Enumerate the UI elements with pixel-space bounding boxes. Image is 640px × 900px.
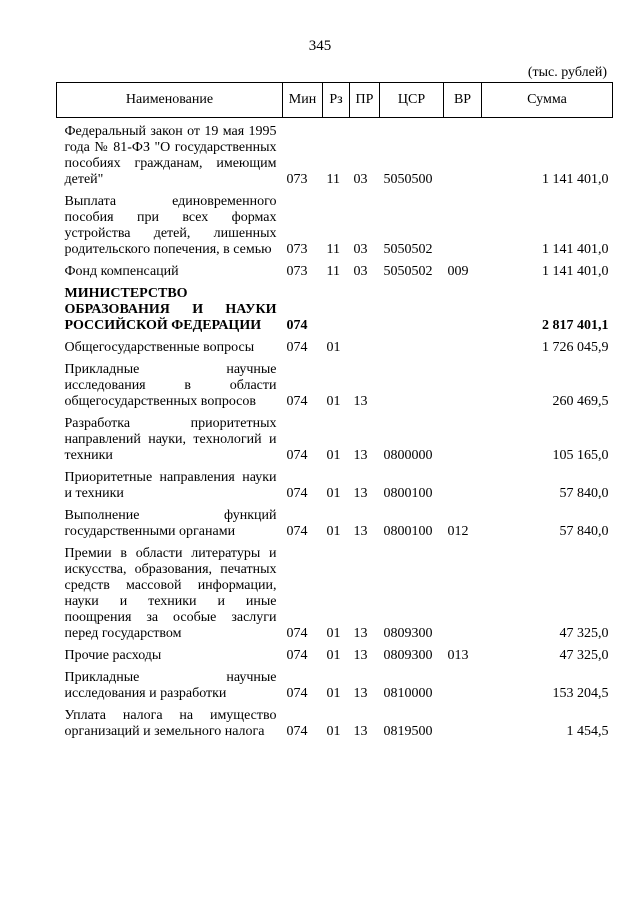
row-sum: 1 141 401,0 <box>542 264 609 279</box>
row-vr: 009 <box>447 264 469 279</box>
row-rz: 11 <box>326 264 340 279</box>
row-name: МИНИСТЕРСТВО ОБРАЗОВАНИЯ И НАУКИ РОССИЙСКОЙ ФЕДЕРАЦИИ <box>64 286 277 333</box>
row-vr <box>444 540 482 642</box>
row-vr <box>444 664 482 702</box>
row-rz: 01 <box>326 686 341 701</box>
row-csr: 0809300 <box>383 648 433 663</box>
table-row <box>57 464 613 502</box>
row-pr: 13 <box>353 648 368 663</box>
row-csr: 5050502 <box>383 264 433 279</box>
row-csr: 5050502 <box>383 242 433 257</box>
row-name: Федеральный закон от 19 мая 1995 года № 81-ФЗ "О государственных пособиях гражданам, имеющим детей" <box>64 124 277 187</box>
row-rz: 01 <box>326 648 341 663</box>
row-pr: 13 <box>353 394 368 409</box>
header-min: Мин <box>283 83 323 118</box>
row-pr <box>350 334 380 356</box>
header-vr: ВР <box>444 83 482 118</box>
row-sum: 1 141 401,0 <box>542 242 609 257</box>
row-name: Выплата единовременного пособия при всех формах устройства детей, лишенных родительского попечения, в семью <box>64 194 277 257</box>
row-sum: 57 840,0 <box>559 524 609 539</box>
row-rz: 01 <box>326 486 341 501</box>
table-row <box>57 702 613 740</box>
row-sum: 47 325,0 <box>559 626 609 641</box>
row-rz: 01 <box>326 448 341 463</box>
row-csr: 0800000 <box>383 448 433 463</box>
row-name: Приоритетные направления науки и техники <box>64 470 277 501</box>
row-name: Фонд компенсаций <box>64 264 179 279</box>
table-row <box>57 188 613 258</box>
row-min: 073 <box>286 264 308 279</box>
page-number: 345 <box>308 38 332 54</box>
row-rz: 01 <box>326 724 341 739</box>
row-sum: 105 165,0 <box>552 448 609 463</box>
header-row <box>57 83 613 118</box>
row-rz: 11 <box>326 242 340 257</box>
row-name: Разработка приоритетных направлений науки, технологий и техники <box>64 416 277 463</box>
row-rz: 01 <box>326 524 341 539</box>
row-rz: 01 <box>326 394 341 409</box>
row-min: 074 <box>286 686 308 701</box>
row-vr: 013 <box>447 648 469 663</box>
row-pr: 03 <box>353 172 368 187</box>
row-csr: 0819500 <box>383 724 433 739</box>
unit-note: (тыс. рублей) <box>527 65 607 80</box>
row-name: Уплата налога на имущество организаций и земельного налога <box>64 708 277 739</box>
row-pr: 13 <box>353 686 368 701</box>
table-row <box>57 502 613 540</box>
table-body <box>57 118 613 741</box>
row-vr <box>444 356 482 410</box>
row-csr <box>380 356 444 410</box>
row-pr: 13 <box>353 524 368 539</box>
row-sum: 260 469,5 <box>552 394 609 409</box>
row-rz: 11 <box>326 172 340 187</box>
row-min: 074 <box>286 340 308 355</box>
row-sum: 57 840,0 <box>559 486 609 501</box>
row-pr: 13 <box>353 486 368 501</box>
row-min: 074 <box>286 318 308 333</box>
row-vr <box>444 334 482 356</box>
row-name: Прикладные научные исследования и разработки <box>64 670 277 701</box>
row-name: Прочие расходы <box>64 648 162 663</box>
row-sum: 47 325,0 <box>559 648 609 663</box>
row-vr <box>444 118 482 189</box>
row-pr: 13 <box>353 448 368 463</box>
budget-table <box>56 82 613 740</box>
row-rz: 01 <box>326 626 341 641</box>
row-csr: 0810000 <box>383 686 433 701</box>
row-min: 074 <box>286 626 308 641</box>
table-row <box>57 540 613 642</box>
row-min: 073 <box>286 172 308 187</box>
row-vr <box>444 280 482 334</box>
row-vr: 012 <box>447 524 469 539</box>
table-row <box>57 410 613 464</box>
table-header <box>57 83 613 118</box>
table-row <box>57 642 613 664</box>
row-rz <box>323 280 350 334</box>
row-vr <box>444 702 482 740</box>
row-name: Премии в области литературы и искусства, образования, печатных средств массовой информации, науки и техники и иные поощрения за особые заслуги перед государством <box>64 546 277 641</box>
row-pr: 13 <box>353 626 368 641</box>
row-name: Выполнение функций государственными органами <box>64 508 277 539</box>
table-row <box>57 334 613 356</box>
row-sum: 153 204,5 <box>552 686 609 701</box>
row-min: 074 <box>286 724 308 739</box>
row-csr <box>380 334 444 356</box>
row-sum: 1 726 045,9 <box>542 340 609 355</box>
row-min: 074 <box>286 486 308 501</box>
header-name: Наименование <box>57 83 283 118</box>
row-min: 073 <box>286 242 308 257</box>
row-pr: 03 <box>353 242 368 257</box>
row-sum: 1 141 401,0 <box>542 172 609 187</box>
table-row <box>57 258 613 280</box>
row-csr: 0809300 <box>383 626 433 641</box>
table-row <box>57 356 613 410</box>
row-rz: 01 <box>326 340 341 355</box>
row-min: 074 <box>286 648 308 663</box>
row-min: 074 <box>286 524 308 539</box>
row-vr <box>444 410 482 464</box>
row-name: Прикладные научные исследования в области общегосударственных вопросов <box>64 362 277 409</box>
row-sum: 1 454,5 <box>566 724 609 739</box>
header-sum: Сумма <box>482 83 613 118</box>
table-row <box>57 664 613 702</box>
header-rz: Рз <box>323 83 350 118</box>
row-vr <box>444 188 482 258</box>
row-min: 074 <box>286 448 308 463</box>
table-row <box>57 118 613 189</box>
header-csr: ЦСР <box>380 83 444 118</box>
row-vr <box>444 464 482 502</box>
row-min: 074 <box>286 394 308 409</box>
row-csr <box>380 280 444 334</box>
row-pr <box>350 280 380 334</box>
row-sum: 2 817 401,1 <box>542 318 609 333</box>
row-csr: 5050500 <box>383 172 433 187</box>
table-row-ministry <box>57 280 613 334</box>
row-name: Общегосударственные вопросы <box>64 340 255 355</box>
row-pr: 03 <box>353 264 368 279</box>
row-csr: 0800100 <box>383 486 433 501</box>
row-pr: 13 <box>353 724 368 739</box>
row-csr: 0800100 <box>383 524 433 539</box>
header-pr: ПР <box>350 83 380 118</box>
